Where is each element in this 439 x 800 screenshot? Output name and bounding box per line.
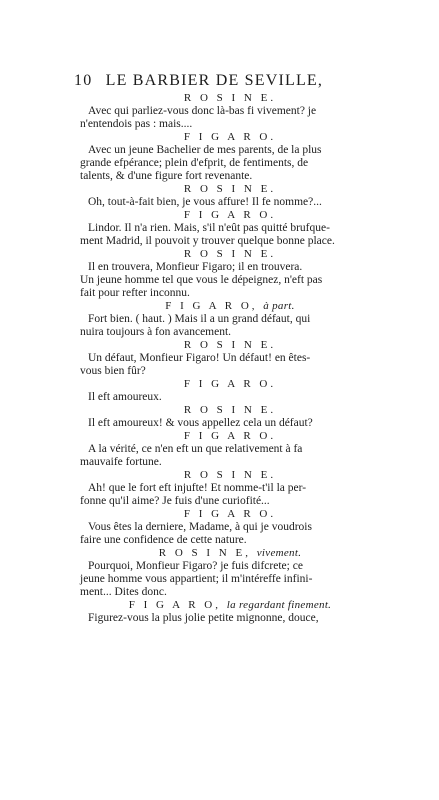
speaker-name: F I G A R O.	[183, 209, 277, 221]
speaker-name: R O S I N E.	[183, 339, 277, 351]
speaker-name: R O S I N E.	[183, 404, 277, 416]
dialogue-line: mauvaife fortune.	[80, 456, 162, 468]
dialogue-line: Il eft amoureux! & vous appellez cela un défaut?	[88, 417, 313, 429]
dialogue-line: talents, & d'une figure fort revenante.	[80, 170, 253, 182]
speaker-heading	[80, 248, 380, 261]
dialogue-block	[80, 599, 380, 625]
dialogue-line: Il eft amoureux.	[88, 391, 162, 403]
speaker-heading	[80, 183, 380, 196]
dialogue-block	[80, 404, 380, 430]
dialogue-line: Fort bien. ( haut. ) Mais il a un grand défaut, qui	[88, 313, 311, 325]
dialogue-block	[80, 378, 380, 404]
speaker-heading	[80, 599, 380, 612]
dialogue-block	[80, 209, 380, 248]
speaker-heading	[80, 209, 380, 222]
dialogue-line: n'entendois pas : mais....	[80, 118, 193, 130]
stage-direction: vivement.	[256, 547, 302, 559]
dialogue-block	[80, 92, 380, 131]
speaker-name: R O S I N E,	[158, 547, 251, 559]
page-number: 10	[74, 72, 93, 89]
speaker-name: F I G A R O.	[183, 131, 277, 143]
speaker-name: F I G A R O.	[183, 378, 277, 390]
running-header	[74, 72, 374, 94]
dialogue-block	[80, 508, 380, 547]
dialogue-line: fonne qu'il aime? Je fuis d'une curiofité...	[80, 495, 270, 507]
dialogue-line: Figurez-vous la plus jolie petite mignonne, douce,	[88, 612, 319, 624]
stage-direction: la regardant finement.	[226, 599, 332, 611]
dialogue-line: Un jeune homme tel que vous le dépeignez, n'eft pas	[80, 274, 323, 286]
dialogue-line: faire une confidence de cette nature.	[80, 534, 247, 546]
speaker-name: F I G A R O,	[165, 300, 258, 312]
speaker-name: F I G A R O.	[183, 430, 277, 442]
dialogue-line: grande efpérance; plein d'efprit, de fentiments, de	[80, 157, 309, 169]
speaker-heading	[80, 404, 380, 417]
dialogue-line: Avec qui parliez-vous donc là-bas fi vivement? je	[88, 105, 317, 117]
speaker-heading	[80, 131, 380, 144]
dialogue-line: Vous êtes la derniere, Madame, à qui je voudrois	[88, 521, 312, 533]
dialogue-line: Avec un jeune Bachelier de mes parents, de la plus	[88, 144, 322, 156]
dialogue-line: vous bien fûr?	[80, 365, 146, 377]
dialogue-line: Il en trouvera, Monfieur Figaro; il en trouvera.	[88, 261, 303, 273]
speaker-heading	[80, 300, 380, 313]
dialogue-line: Lindor. Il n'a rien. Mais, s'il n'eût pas quitté brufque-	[88, 222, 330, 234]
dialogue-block	[80, 469, 380, 508]
dialogue-line: Un défaut, Monfieur Figaro! Un défaut! en êtes-	[88, 352, 311, 364]
running-title: LE BARBIER DE SEVILLE,	[105, 72, 324, 89]
speaker-name: R O S I N E.	[183, 92, 277, 104]
speaker-heading	[80, 339, 380, 352]
dialogue-line: nuira toujours à fon avancement.	[80, 326, 232, 338]
dialogue-block	[80, 430, 380, 469]
speaker-heading	[80, 378, 380, 391]
dialogue-line: Ah! que le fort eft injufte! Et nomme-t'il la per-	[88, 482, 307, 494]
dialogue-line: ment... Dites donc.	[80, 586, 167, 598]
dialogue-body	[80, 92, 380, 625]
dialogue-block	[80, 547, 380, 599]
dialogue-line: fait pour refter inconnu.	[80, 287, 190, 299]
dialogue-line: Pourquoi, Monfieur Figaro? je fuis difcrete; ce	[88, 560, 303, 572]
dialogue-block	[80, 300, 380, 339]
dialogue-block	[80, 183, 380, 209]
dialogue-line: jeune homme vous appartient; il m'intéreffe infini-	[80, 573, 313, 585]
dialogue-line: Oh, tout-à-fait bien, je vous affure! Il fe nomme?...	[88, 196, 322, 208]
dialogue-block	[80, 131, 380, 183]
speaker-heading	[80, 547, 380, 560]
speaker-heading	[80, 430, 380, 443]
dialogue-line: ment Madrid, il pouvoit y trouver quelque bonne place.	[80, 235, 335, 247]
dialogue-line: A la vérité, ce n'en eft un que relativement à fa	[88, 443, 303, 455]
speaker-name: F I G A R O,	[128, 599, 222, 611]
speaker-name: R O S I N E.	[183, 183, 277, 195]
stage-direction: à part.	[263, 300, 295, 312]
speaker-heading	[80, 508, 380, 521]
speaker-heading	[80, 469, 380, 482]
speaker-heading	[80, 92, 380, 105]
dialogue-block	[80, 339, 380, 378]
speaker-name: F I G A R O.	[183, 508, 277, 520]
dialogue-block	[80, 248, 380, 300]
speaker-name: R O S I N E.	[183, 248, 277, 260]
speaker-name: R O S I N E.	[183, 469, 277, 481]
